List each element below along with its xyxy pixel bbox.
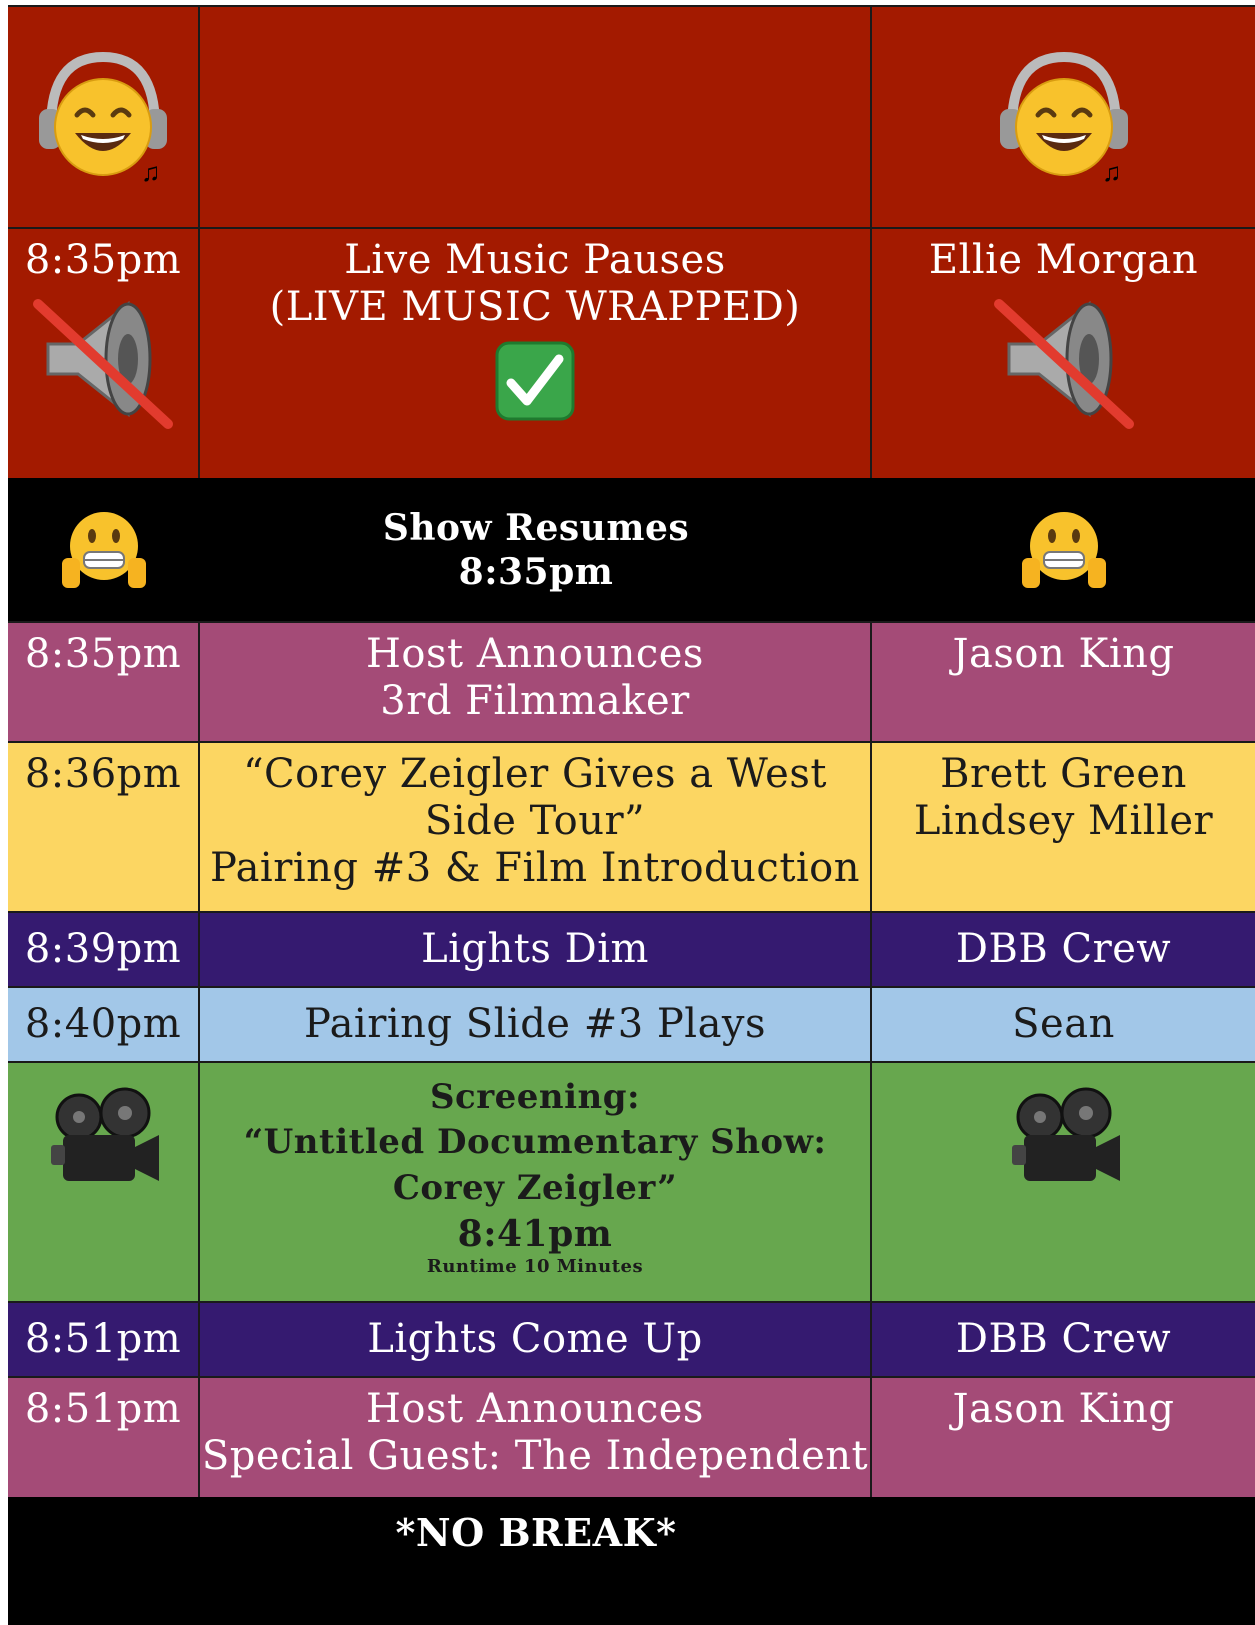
row-person: Brett Green	[940, 751, 1187, 797]
schedule-row-show-resumes	[8, 478, 1255, 621]
schedule-row-no-break	[8, 1497, 1255, 1625]
schedule-row-pairing-3-intro	[8, 741, 1255, 911]
row-time: 8:51pm	[24, 1386, 182, 1432]
event-line: Special Guest: The Independent	[201, 1433, 869, 1479]
row-person: Sean	[1012, 1001, 1115, 1047]
check-mark-icon	[493, 339, 577, 423]
row-time: 8:35pm	[24, 631, 182, 677]
headphones-smiley-icon	[33, 47, 173, 187]
schedule-row-pairing-slide	[8, 986, 1255, 1061]
row-time: 8:51pm	[24, 1316, 182, 1362]
row-person: Jason King	[952, 631, 1175, 677]
row-time: 8:39pm	[24, 926, 182, 972]
svg-text:♫: ♫	[141, 158, 161, 187]
event-line: Lights Come Up	[367, 1316, 703, 1362]
film-projector-icon	[43, 1087, 163, 1197]
event-line: Lights Dim	[421, 926, 649, 972]
event-line: Pairing Slide #3 Plays	[303, 1001, 767, 1047]
event-line: Host Announces	[366, 1386, 704, 1432]
event-line: “Corey Zeigler Gives a West	[243, 751, 827, 797]
event-line: 3rd Filmmaker	[380, 678, 690, 724]
schedule-row-host-announces-guest	[8, 1376, 1255, 1497]
schedule-row-screening	[8, 1061, 1255, 1301]
row-person: Ellie Morgan	[928, 237, 1199, 283]
no-break-label: *NO BREAK*	[395, 1510, 677, 1555]
banner-line: 8:35pm	[458, 550, 614, 593]
muted-speaker-icon	[989, 284, 1139, 434]
svg-text:♫: ♫	[1101, 158, 1121, 187]
screening-runtime: Runtime 10 Minutes	[426, 1256, 644, 1277]
screening-time: 8:41pm	[457, 1213, 613, 1255]
schedule-row-lights-dim	[8, 911, 1255, 986]
schedule-row-music-icons	[8, 5, 1255, 227]
row-person: DBB Crew	[955, 1316, 1172, 1362]
screening-title-line: Corey Zeigler”	[392, 1168, 678, 1208]
row-person: Jason King	[952, 1386, 1175, 1432]
row-person: DBB Crew	[955, 926, 1172, 972]
muted-speaker-icon	[28, 284, 178, 434]
headphones-smiley-icon	[994, 47, 1134, 187]
event-line: Live Music Pauses	[344, 237, 726, 283]
row-time: 8:35pm	[24, 237, 182, 283]
schedule-table	[8, 5, 1255, 1625]
banner-line: Show Resumes	[382, 506, 690, 549]
screening-title-line: “Untitled Documentary Show:	[243, 1122, 827, 1162]
schedule-row-lights-come-up	[8, 1301, 1255, 1376]
braces-thumbs-up-icon	[56, 502, 152, 598]
schedule-row-host-announces-filmmaker	[8, 621, 1255, 741]
screening-label: Screening:	[429, 1077, 641, 1117]
event-line: Host Announces	[366, 631, 704, 677]
film-projector-icon	[1004, 1087, 1124, 1197]
row-person: Lindsey Miller	[913, 798, 1214, 844]
braces-thumbs-up-icon	[1016, 502, 1112, 598]
event-line: (LIVE MUSIC WRAPPED)	[269, 284, 801, 330]
event-line: Side Tour”	[424, 798, 646, 844]
row-time: 8:36pm	[24, 751, 182, 797]
schedule-row-live-music-pauses	[8, 227, 1255, 478]
row-time: 8:40pm	[24, 1001, 182, 1047]
event-line: Pairing #3 & Film Introduction	[209, 845, 861, 891]
